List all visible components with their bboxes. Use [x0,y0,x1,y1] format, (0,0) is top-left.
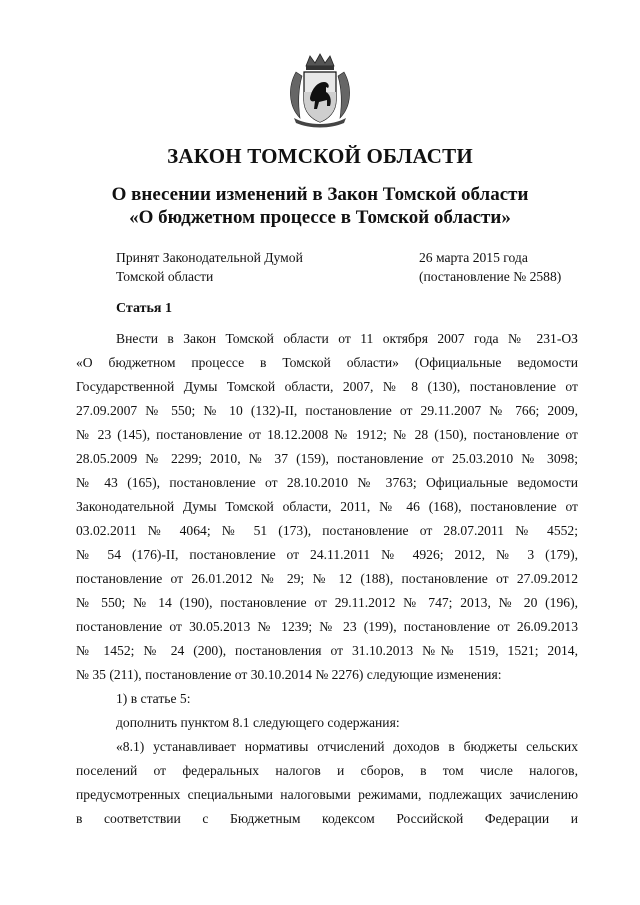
article-text-line: № 23 (145), постановление от 18.12.2008 № 1912; № 28 (150), постановление от [76,427,578,442]
article-text-line: Законодательной Думы Томской области, 2011, № 46 (168), постановление от [76,499,578,514]
adoption-date-line: 26 марта 2015 года [419,250,528,265]
article-text-line: № 43 (165), постановление от 28.10.2010 № 3763; Официальные ведомости [76,475,578,490]
article-text-line: 27.09.2007 № 550; № 10 (132)-II, постановление от 29.11.2007 № 766; 2009, [76,403,578,418]
adopted-by-line-2: Томской области [116,269,214,284]
quote-line: предусмотренных специальными налоговыми режимами, подлежащих зачислению [76,787,578,802]
article-text-line: 28.05.2009 № 2299; 2010, № 37 (159), постановление от 25.03.2010 № 3098; [76,451,578,466]
adopted-by [116,248,303,286]
amendment-item-1-sub: дополнить пунктом 8.1 следующего содержания: [116,715,400,730]
quote-line: в соответствии с Бюджетным кодексом Российской Федерации и [76,811,578,826]
article-text-line: 03.02.2011 № 4064; № 51 (173), постановление от 28.07.2011 № 4552; [76,523,578,538]
coat-of-arms-emblem [286,52,354,128]
adopted-by-line-1: Принят Законодательной Думой [116,250,303,265]
article-heading: Статья 1 [116,301,172,316]
law-subtitle-line-2: «О бюджетном процессе в Томской области» [129,207,511,228]
article-text-line: постановление от 26.01.2012 № 29; № 12 (188), постановление от 27.09.2012 [76,571,578,586]
article-text-line: «О бюджетном процессе в Томской области» (Официальные ведомости [76,355,578,370]
article-text-line: № 1452; № 24 (200), постановления от 31.10.2013 №№ 1519, 1521; 2014, [76,643,578,658]
article-text-line: Внести в Закон Томской области от 11 октября 2007 года № 231-ОЗ [116,331,578,346]
amendment-item-1: 1) в статье 5: [116,691,191,706]
article-text-line: № 35 (211), постановление от 30.10.2014 № 2276) следующие изменения: [76,667,502,682]
quote-line: «8.1) устанавливает нормативы отчислений доходов в бюджеты сельских [116,739,578,754]
quote-line: поселений от федеральных налогов и сборов, в том числе налогов, [76,763,578,778]
article-text-line: Государственной Думы Томской области, 2007, № 8 (130), постановление от [76,379,578,394]
law-title: ЗАКОН ТОМСКОЙ ОБЛАСТИ [167,144,473,168]
adoption-date [419,248,561,286]
resolution-number: (постановление № 2588) [419,269,562,284]
law-subtitle-line-1: О внесении изменений в Закон Томской области [111,184,529,205]
article-text-line: № 550; № 14 (190), постановление от 29.11.2012 № 747; 2013, № 20 (196), [76,595,578,610]
article-text-line: № 54 (176)-II, постановление от 24.11.2011 № 4926; 2012, № 3 (179), [76,547,578,562]
article-text-line: постановление от 30.05.2013 № 1239; № 23 (199), постановление от 26.09.2013 [76,619,578,634]
